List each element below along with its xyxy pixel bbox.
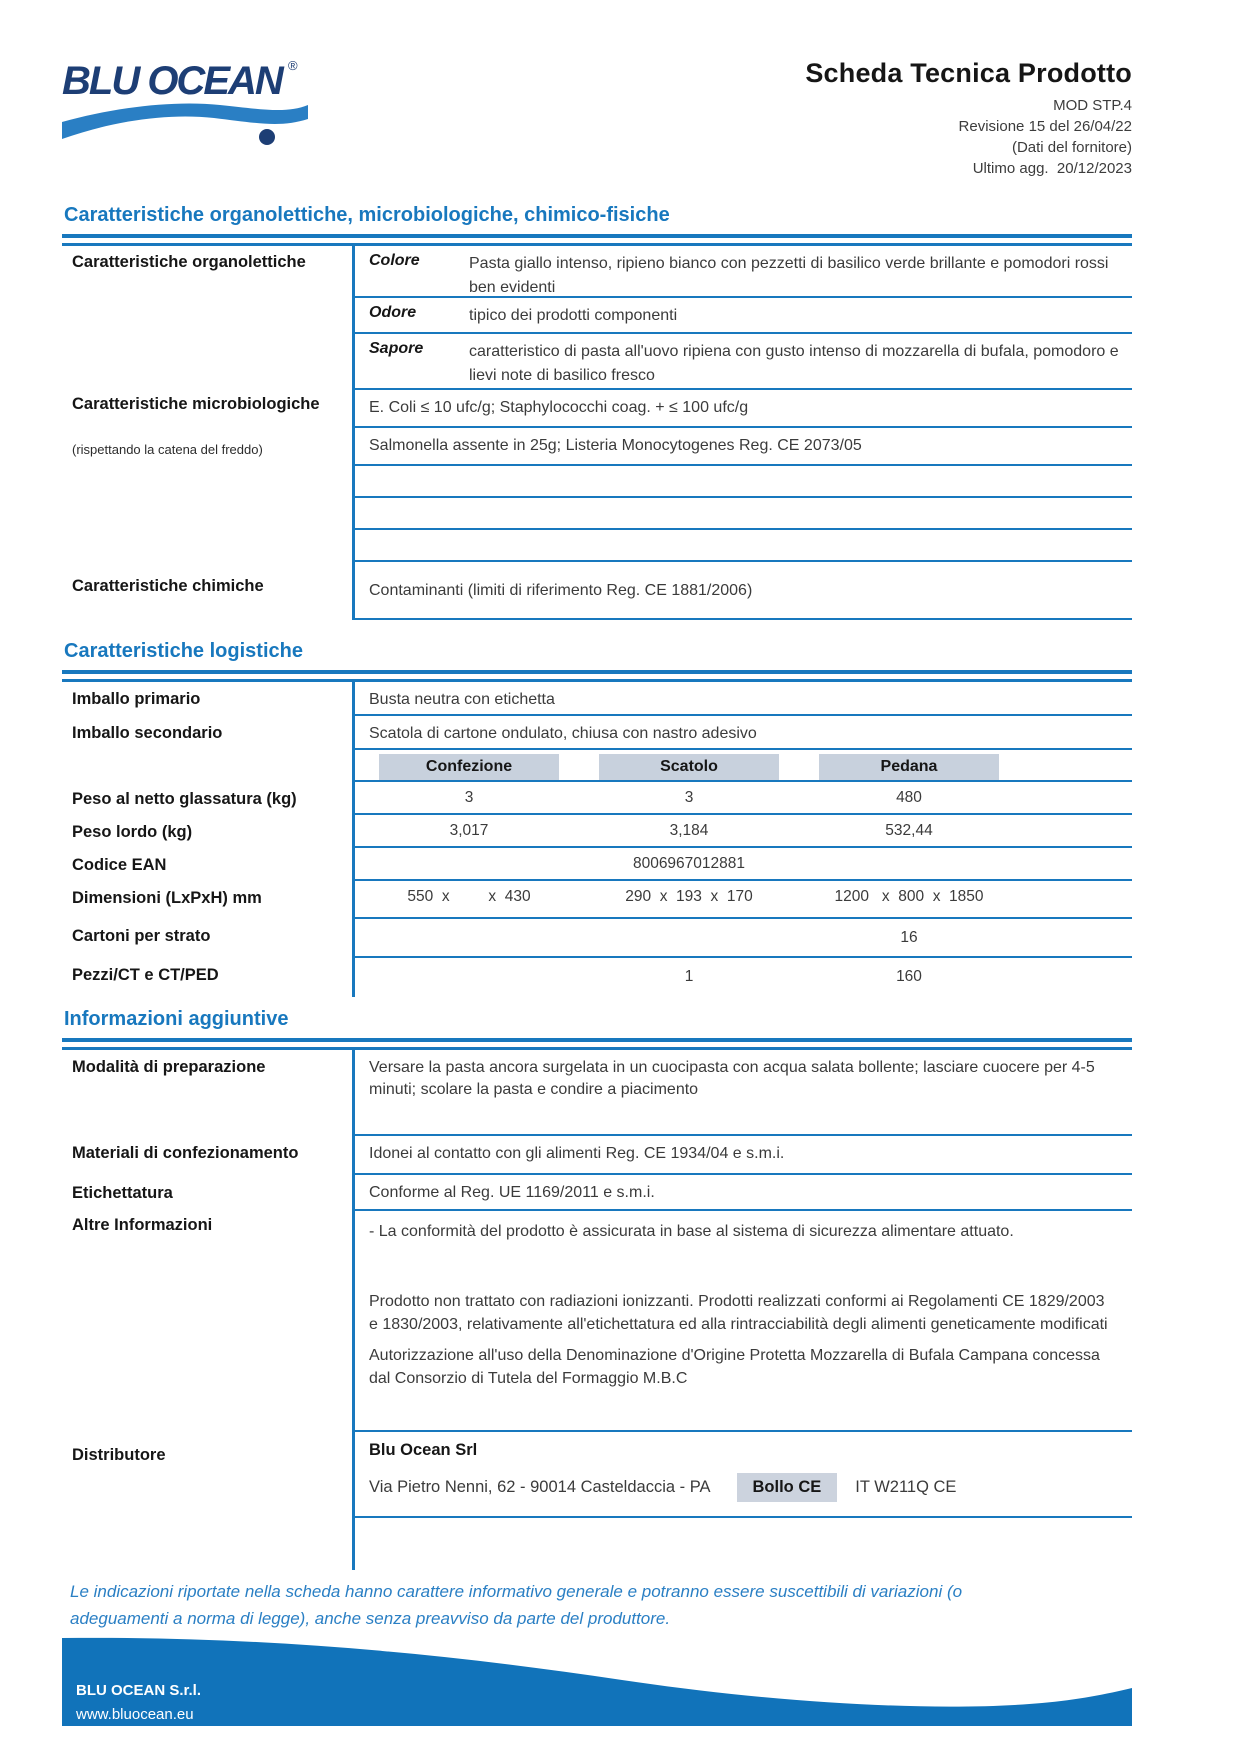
column-header-pedana: Pedana [819, 754, 999, 780]
label-pezzi: Pezzi/CT e CT/PED [72, 966, 219, 984]
section-heading: Caratteristiche organolettiche, microbiologiche, chimico-fisiche [64, 204, 670, 226]
altre-info-paragraph-2: Prodotto non trattato con radiazioni ionizzanti. Prodotti realizzati conformi ai Regolamenti CE 1829/2003 e 1830/2003, relativamente all'etichettatura ed alla rintracciabilità degli alimenti geneticamente modificati [369, 1293, 1108, 1333]
section-organolettiche [62, 204, 1132, 620]
organolettiche-table [62, 243, 1132, 620]
label-peso-lordo: Peso lordo (kg) [72, 823, 193, 841]
micro-row-2: Salmonella assente in 25g; Listeria Monocytogenes Reg. CE 2073/05 [369, 437, 862, 454]
distributore-nome: Blu Ocean Srl [369, 1441, 478, 1459]
row-sublabel-odore: Odore [369, 304, 417, 321]
section-logistiche [62, 640, 1132, 997]
preparazione-value: Versare la pasta ancora surgelata in un cuocipasta con acqua salata bollente; lasciare cuocere per 4-5 minuti; scolare la pasta e condire a piacimento [369, 1059, 1095, 1098]
value-column [355, 1050, 1132, 1570]
section-heading: Informazioni aggiuntive [64, 1008, 289, 1030]
dimensioni-confezione: 550 x x 430 [407, 888, 531, 905]
column-header-row [355, 750, 1132, 782]
label-peso-netto: Peso al netto glassatura (kg) [72, 790, 297, 808]
section-informazioni [62, 1008, 1132, 1570]
table-row [355, 562, 1132, 620]
table-row [355, 1050, 1132, 1136]
distributore-indirizzo: Via Pietro Nenni, 62 - 90014 Casteldaccia - PA [369, 1478, 711, 1496]
blu-ocean-logo [60, 52, 310, 156]
imballo-primario-value: Busta neutra con etichetta [369, 691, 555, 708]
label-column [62, 246, 355, 620]
label-column [62, 1050, 355, 1570]
row-value-odore: tipico dei prodotti componenti [469, 307, 678, 324]
altre-info-paragraph-3: Autorizzazione all'uso della Denominazione d'Origine Protetta Mozzarella di Bufala Campana concessa dal Consorzio di Tutela del Formaggio M.B.C [369, 1347, 1100, 1387]
imballo-secondario-value: Scatola di cartone ondulato, chiusa con nastro adesivo [369, 725, 757, 742]
cartoni-confezione [369, 919, 569, 947]
section-rule [62, 670, 1132, 674]
row-sublabel-colore: Colore [369, 252, 420, 269]
pezzi-scatolo: 1 [684, 968, 694, 985]
table-row [355, 716, 1132, 750]
label-organolettiche: Caratteristiche organolettiche [72, 253, 306, 271]
peso-lordo-pedana: 532,44 [885, 822, 933, 839]
table-row [355, 1136, 1132, 1175]
codice-ean-value: 8006967012881 [632, 855, 746, 872]
logistiche-table [62, 679, 1132, 997]
table-row [355, 815, 1132, 848]
bollo-ce-badge: Bollo CE [737, 1473, 838, 1502]
dimensioni-scatolo: 290 x 193 x 170 [625, 888, 753, 905]
value-column [355, 682, 1132, 997]
peso-netto-confezione: 3 [464, 789, 474, 806]
label-cartoni: Cartoni per strato [72, 927, 211, 945]
table-row [355, 1211, 1132, 1432]
logo-dot-icon [259, 129, 275, 145]
peso-lordo-confezione: 3,017 [449, 822, 489, 839]
table-row [355, 958, 1132, 997]
label-altre: Altre Informazioni [72, 1216, 213, 1234]
table-row [355, 1432, 1132, 1518]
row-value-colore: Pasta giallo intenso, ripieno bianco con pezzetti di basilico verde brillante e pomodori rossi ben evidenti [469, 255, 1109, 296]
section-rule [62, 1038, 1132, 1042]
table-row [355, 881, 1132, 919]
label-microbiologiche: Caratteristiche microbiologiche [72, 395, 320, 413]
peso-lordo-scatolo: 3,184 [669, 822, 709, 839]
bollo-ce-code: IT W211Q CE [855, 1478, 957, 1496]
peso-netto-pedana: 480 [896, 789, 922, 806]
row-value-sapore: caratteristico di pasta all'uovo ripiena con gusto intenso di mozzarella di bufala, pomodoro e lievi note di basilico fresco [469, 343, 1119, 384]
label-imballo-primario: Imballo primario [72, 690, 201, 708]
label-imballo-secondario: Imballo secondario [72, 724, 223, 742]
informazioni-table [62, 1047, 1132, 1570]
pezzi-confezione [369, 958, 569, 986]
section-rule [62, 234, 1132, 238]
label-codice-ean: Codice EAN [72, 856, 167, 874]
materiali-value: Idonei al contatto con gli alimenti Reg. CE 1934/04 e s.m.i. [369, 1145, 785, 1162]
row-sublabel-sapore: Sapore [369, 340, 424, 357]
label-microbiologiche-note: (rispettando la catena del freddo) [72, 442, 263, 457]
doc-supplier-note: (Dati del fornitore) [1011, 139, 1132, 156]
peso-netto-scatolo: 3 [684, 789, 694, 806]
table-row [355, 782, 1132, 815]
footer-website: www.bluocean.eu [76, 1706, 194, 1723]
table-row [355, 682, 1132, 716]
doc-last-update: Ultimo agg. 20/12/2023 [972, 160, 1132, 177]
etichettatura-value: Conforme al Reg. UE 1169/2011 e s.m.i. [369, 1184, 655, 1201]
footer-company: BLU OCEAN S.r.l. [76, 1682, 202, 1699]
label-column [62, 682, 355, 997]
column-header-confezione: Confezione [379, 754, 559, 780]
table-row [355, 334, 1132, 390]
empty-row [355, 498, 1132, 530]
doc-revision: Revisione 15 del 26/04/22 [958, 118, 1132, 135]
footer-wave-icon [62, 1636, 1132, 1728]
pezzi-pedana: 160 [896, 968, 922, 985]
empty-row [355, 1518, 1132, 1570]
logo-registered-icon: ® [288, 58, 298, 73]
disclaimer-text: Le indicazioni riportate nella scheda hanno carattere informativo generale e potranno essere suscettibili di variazioni (o adeguamenti a norma di legge), anche senza preavviso da parte del produttore. [70, 1582, 963, 1628]
cartoni-scatolo [589, 919, 789, 947]
column-header-scatolo: Scatolo [599, 754, 779, 780]
value-column [355, 246, 1132, 620]
logo-graphic [60, 52, 310, 156]
table-row [355, 298, 1132, 334]
table-row [355, 246, 1132, 298]
empty-row [355, 530, 1132, 562]
logo-text: BLU OCEAN [62, 59, 282, 103]
label-chimiche: Caratteristiche chimiche [72, 577, 264, 595]
label-preparazione: Modalità di preparazione [72, 1058, 266, 1076]
page-title: Scheda Tecnica Prodotto [805, 58, 1132, 88]
table-row [355, 390, 1132, 428]
dimensioni-pedana: 1200 x 800 x 1850 [834, 888, 984, 905]
table-row [355, 919, 1132, 958]
cartoni-pedana: 16 [900, 929, 918, 946]
label-etichettatura: Etichettatura [72, 1184, 173, 1202]
table-row [355, 848, 1132, 881]
label-distributore: Distributore [72, 1446, 166, 1464]
table-row [355, 1175, 1132, 1211]
doc-mod: MOD STP.4 [1053, 97, 1132, 114]
micro-row-1: E. Coli ≤ 10 ufc/g; Staphylococchi coag. + ≤ 100 ufc/g [369, 399, 749, 416]
label-materiali: Materiali di confezionamento [72, 1144, 299, 1162]
chimiche-row: Contaminanti (limiti di riferimento Reg. CE 1881/2006) [369, 582, 753, 599]
altre-info-paragraph-1: - La conformità del prodotto è assicurata in base al sistema di sicurezza alimentare attuato. [369, 1223, 1014, 1240]
footer-band [62, 1636, 1132, 1728]
label-dimensioni: Dimensioni (LxPxH) mm [72, 889, 262, 907]
section-heading: Caratteristiche logistiche [64, 640, 303, 662]
document-header [805, 58, 1132, 179]
empty-row [355, 466, 1132, 498]
table-row [355, 428, 1132, 466]
